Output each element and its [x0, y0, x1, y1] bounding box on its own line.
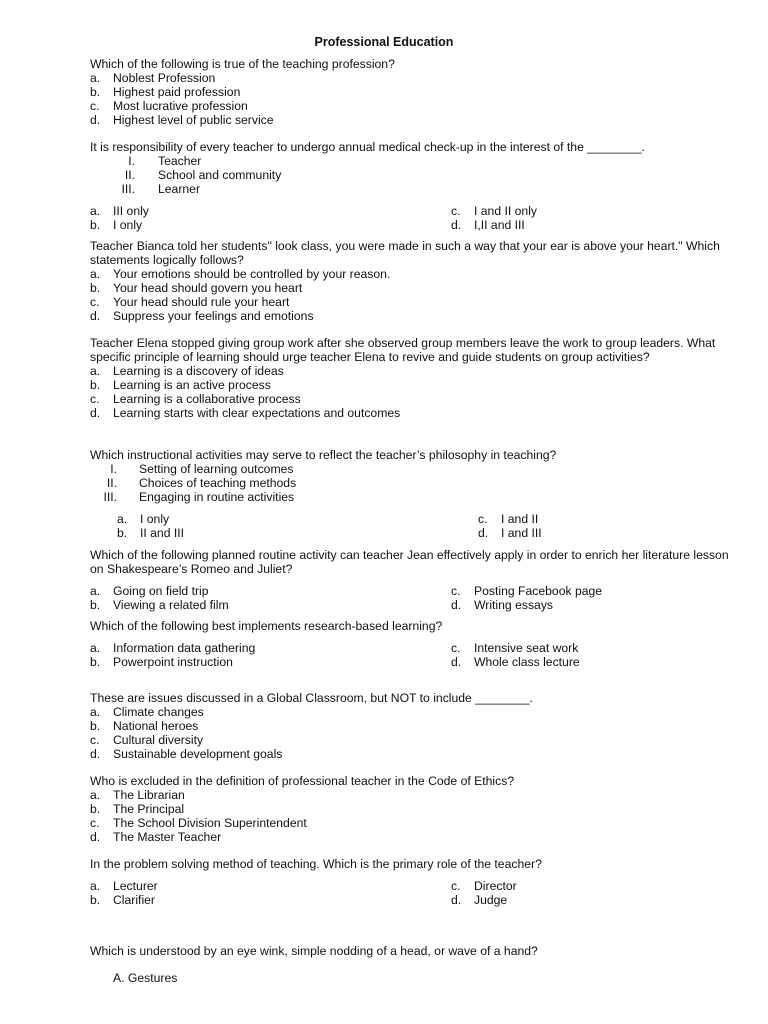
option-a: a. The Librarian — [90, 788, 185, 802]
option-d: d. Judge — [451, 893, 508, 907]
option-c: c. Intensive seat work — [451, 641, 579, 655]
option-b: b. II and III — [117, 526, 185, 540]
roman-item: I. Teacher — [128, 154, 202, 168]
option-b: b. Viewing a related film — [90, 598, 229, 612]
question-4 — [90, 336, 730, 420]
option-d: d. I,II and III — [451, 218, 525, 232]
option-a: a. III only — [90, 204, 149, 218]
page-title: Professional Education — [314, 35, 454, 49]
option-c: c. Your head should rule your heart — [90, 295, 290, 309]
option-grid — [90, 641, 730, 669]
option-grid — [90, 879, 730, 907]
option-list — [90, 705, 730, 761]
roman-item: II. School and community — [124, 168, 282, 182]
option-a: a. Information data gathering — [90, 641, 256, 655]
option-list — [90, 71, 730, 127]
option-a: a. Learning is a discovery of ideas — [90, 364, 284, 378]
roman-item-list — [90, 462, 730, 504]
option-c: c. Cultural diversity — [90, 733, 204, 747]
question-stem: Which of the following planned routine activity can teacher Jean effectively apply in order to enrich her literature lesson on Shakespeare’s Romeo and Juliet? — [90, 548, 729, 576]
option-d: d. Highest level of public service — [90, 113, 274, 127]
option-grid — [90, 204, 730, 232]
option-d: d. The Master Teacher — [90, 830, 222, 844]
question-3 — [90, 239, 730, 323]
option-c: c. I and II only — [451, 204, 538, 218]
option-b: b. The Principal — [90, 802, 185, 816]
option-grid — [90, 512, 730, 540]
question-11 — [90, 944, 730, 985]
question-5 — [90, 448, 730, 540]
question-stem: Which is understood by an eye wink, simple nodding of a head, or wave of a hand? — [90, 944, 538, 958]
option-a: a. Noblest Profession — [90, 71, 216, 85]
option-d: d. Writing essays — [451, 598, 554, 612]
option-a: a. I only — [117, 512, 170, 526]
option-d: d. Learning starts with clear expectations and outcomes — [90, 406, 401, 420]
question-stem: Teacher Bianca told her students" look class, you were made in such a way that your ear is above your heart." Which statements logically follows? — [90, 239, 720, 267]
question-7 — [90, 619, 730, 669]
option-c: c. Most lucrative profession — [90, 99, 248, 113]
option-b: b. Clarifier — [90, 893, 155, 907]
question-stem: Which instructional activities may serve to reflect the teacher’s philosophy in teaching? — [90, 448, 557, 462]
question-10 — [90, 857, 730, 907]
option-c: c. The School Division Superintendent — [90, 816, 307, 830]
question-stem: Which of the following is true of the teaching profession? — [90, 57, 395, 71]
question-9 — [90, 774, 730, 844]
option-d: d. Sustainable development goals — [90, 747, 283, 761]
option-b: b. Powerpoint instruction — [90, 655, 233, 669]
option-a: a. Climate changes — [90, 705, 204, 719]
option-d: d. Whole class lecture — [451, 655, 580, 669]
option-d: d. Suppress your feelings and emotions — [90, 309, 314, 323]
option-grid — [90, 584, 730, 612]
option-list — [90, 788, 730, 844]
option-a: A. Gestures — [113, 971, 178, 985]
question-stem: These are issues discussed in a Global Classroom, but NOT to include ________. — [90, 691, 533, 705]
option-a: a. Your emotions should be controlled by your reason. — [90, 267, 391, 281]
question-stem: It is responsibility of every teacher to undergo annual medical check-up in the interest of the ________. — [90, 140, 645, 154]
option-c: c. Learning is a collaborative process — [90, 392, 301, 406]
question-stem: Which of the following best implements research-based learning? — [90, 619, 443, 633]
question-stem: In the problem solving method of teaching. Which is the primary role of the teacher? — [90, 857, 542, 871]
option-b: b. Highest paid profession — [90, 85, 241, 99]
option-d: d. I and III — [478, 526, 542, 540]
option-b: b. National heroes — [90, 719, 199, 733]
question-2 — [90, 140, 730, 232]
option-c: c. Director — [451, 879, 517, 893]
roman-item-list — [90, 154, 730, 196]
question-8 — [90, 691, 730, 761]
question-6 — [90, 548, 730, 612]
roman-item: III. Learner — [121, 182, 201, 196]
option-b: b. Your head should govern you heart — [90, 281, 303, 295]
option-list — [90, 267, 730, 323]
option-c: c. I and II — [478, 512, 539, 526]
option-c: c. Posting Facebook page — [451, 584, 603, 598]
roman-item: I. Setting of learning outcomes — [110, 462, 294, 476]
roman-item: II. Choices of teaching methods — [106, 476, 297, 490]
option-a: a. Going on field trip — [90, 584, 209, 598]
option-b: b. Learning is an active process — [90, 378, 271, 392]
question-stem: Teacher Elena stopped giving group work after she observed group members leave the work to group leaders. What specific principle of learning should urge teacher Elena to revive and guide students on group activities? — [90, 336, 716, 364]
option-b: b. I only — [90, 218, 143, 232]
question-1 — [90, 57, 730, 127]
option-a: a. Lecturer — [90, 879, 158, 893]
question-stem: Who is excluded in the definition of professional teacher in the Code of Ethics? — [90, 774, 515, 788]
roman-item: III. Engaging in routine activities — [103, 490, 295, 504]
option-list — [90, 364, 730, 420]
